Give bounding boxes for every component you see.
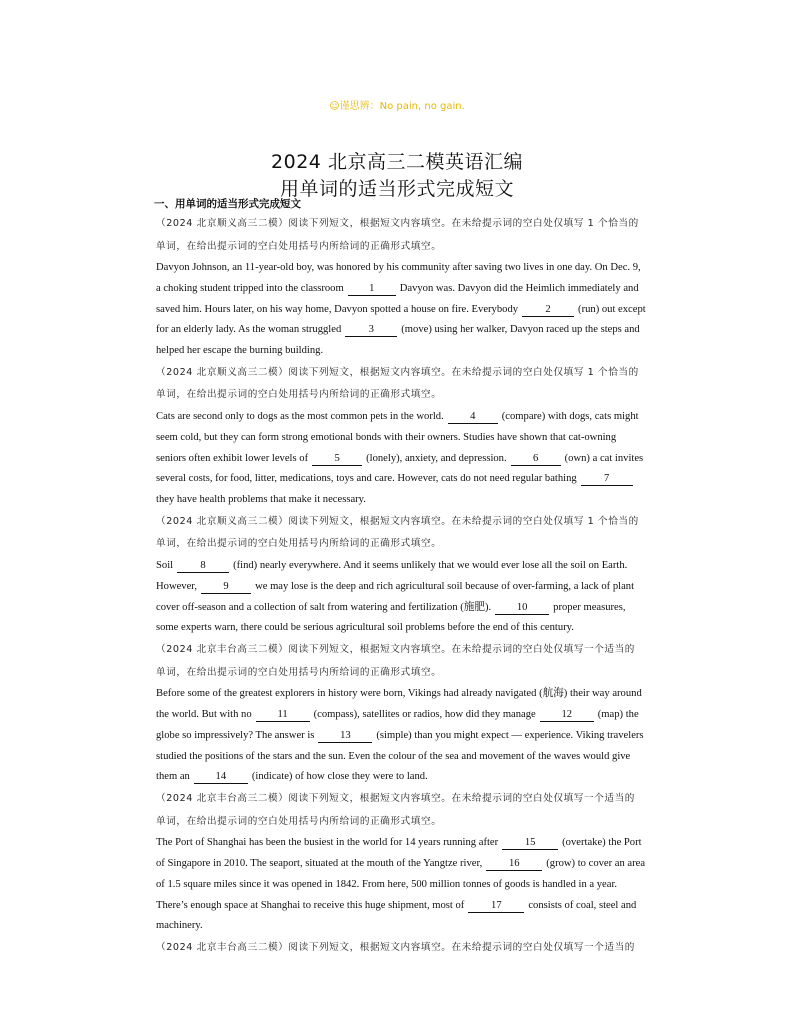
- passage-1: [156, 258, 716, 362]
- instructions-fengtai: [156, 937, 716, 960]
- text: of Singapore in 2010. The seaport, situated at the mouth of the Yangtze river,: [156, 857, 483, 869]
- passage-line: [156, 598, 716, 619]
- passage-line: they have health problems that make it necessary.: [156, 494, 366, 506]
- passage-line: [156, 767, 716, 788]
- text: (compare) with dogs, cats might: [501, 410, 639, 422]
- instruction-line: 单词，在给出提示词的空白处用括号内所给词的正确形式填空。: [156, 240, 442, 252]
- text: (compass), satellites or radios, how did they manage: [313, 708, 536, 720]
- passage-line: helped her escape the burning building.: [156, 345, 324, 357]
- blank-3[interactable]: 3: [345, 323, 397, 337]
- text: we may lose is the deep and rich agricultural soil because of over-farming, a lack of plant: [255, 580, 635, 592]
- text: cover off-season and a collection of salt from watering and fertilization (施肥).: [156, 601, 492, 613]
- blank-5[interactable]: 5: [312, 452, 362, 466]
- passage-2: [156, 407, 716, 511]
- text: However,: [156, 580, 198, 592]
- passage-line: [156, 726, 716, 747]
- text: saved him. Hours later, on his way home, Davyon spotted a house on fire. Everybody: [156, 303, 519, 315]
- passage-line: [156, 407, 716, 428]
- passage-line: [156, 896, 716, 917]
- blank-17[interactable]: 17: [468, 899, 524, 913]
- text: Davyon was. Davyon did the Heimlich immediately and: [399, 282, 639, 294]
- blank-10[interactable]: 10: [495, 601, 549, 615]
- instruction-line: 单词，在给出提示词的空白处用括号内所给词的正确形式填空。: [156, 666, 442, 678]
- instructions-shunyi: [156, 362, 716, 407]
- blank-15[interactable]: 15: [502, 836, 558, 850]
- blank-2[interactable]: 2: [522, 303, 574, 317]
- text: (own) a cat invites: [564, 452, 644, 464]
- blank-13[interactable]: 13: [318, 729, 372, 743]
- passage-line: [156, 556, 716, 577]
- text: proper measures,: [553, 601, 626, 613]
- document-subtitle: 用单词的适当形式完成短文: [279, 178, 514, 200]
- text: (grow) to cover an area: [546, 857, 646, 869]
- blank-7[interactable]: 7: [581, 472, 633, 486]
- blank-12[interactable]: 12: [540, 708, 594, 722]
- instruction-line: 单词，在给出提示词的空白处用括号内所给词的正确形式填空。: [156, 389, 442, 401]
- text: several costs, for food, litter, medications, toys and care. However, cats do not need regular bathing: [156, 473, 577, 485]
- passage-line: Davyon Johnson, an 11-year-old boy, was honored by his community after saving two lives in one day. On Dec. 9,: [156, 262, 641, 273]
- text: (run) out except: [578, 303, 646, 315]
- text: The Port of Shanghai has been the busiest in the world for 14 years running after: [156, 837, 499, 849]
- passage-4: [156, 684, 716, 788]
- instruction-line: （2024 北京顺义高三二模）阅读下列短文，根据短文内容填空。在未给提示词的空白处仅填写 1 个恰当的: [156, 515, 639, 527]
- text: for an elderly lady. As the woman struggled: [156, 324, 342, 336]
- passage-line: [156, 705, 716, 726]
- text: (move) using her walker, Davyon raced up the steps and: [401, 324, 640, 336]
- text: the world. But with no: [156, 708, 252, 720]
- text: a choking student tripped into the classroom: [156, 282, 344, 294]
- text: seniors often exhibit lower levels of: [156, 452, 309, 464]
- blank-6[interactable]: 6: [511, 452, 561, 466]
- text: globe so impressively? The answer is: [156, 729, 315, 741]
- text: (overtake) the Port: [562, 837, 642, 849]
- instruction-line: （2024 北京丰台高三二模）阅读下列短文，根据短文内容填空。在未给提示词的空白处仅填写一个适当的: [156, 942, 635, 954]
- blank-4[interactable]: 4: [448, 410, 498, 424]
- header-motto: ☺谨思辨：No pain, no gain.: [329, 101, 465, 112]
- passage-line: [156, 833, 716, 854]
- text: Soil: [156, 559, 174, 571]
- instruction-line: （2024 北京丰台高三二模）阅读下列短文，根据短文内容填空。在未给提示词的空白处仅填写一个适当的: [156, 644, 635, 656]
- text: There’s enough space at Shanghai to receive this huge shipment, most of: [156, 899, 465, 911]
- text: (simple) than you might expect — experience. Viking travelers: [376, 729, 644, 741]
- instruction-line: 单词，在给出提示词的空白处用括号内所给词的正确形式填空。: [156, 815, 442, 827]
- passage-line: [156, 449, 716, 470]
- passage-line: [156, 469, 716, 490]
- text: (find) nearly everywhere. And it seems unlikely that we would ever lose all the soil on Earth.: [233, 559, 628, 571]
- section-heading: 一、用单词的适当形式完成短文: [154, 198, 301, 210]
- document-body: [156, 196, 716, 960]
- instruction-line: （2024 北京顺义高三二模）阅读下列短文，根据短文内容填空。在未给提示词的空白处仅填写 1 个恰当的: [156, 366, 639, 378]
- passage-line: machinery.: [156, 920, 203, 932]
- blank-8[interactable]: 8: [177, 559, 229, 573]
- text: (lonely), anxiety, and depression.: [366, 452, 507, 464]
- passage-3: [156, 556, 716, 639]
- text: (map) the: [597, 708, 639, 720]
- instructions-shunyi: [156, 511, 716, 556]
- blank-14[interactable]: 14: [194, 770, 248, 784]
- blank-11[interactable]: 11: [256, 708, 310, 722]
- passage-line: seem cold, but they can form strong emotional bonds with their owners. Studies have shown that cat-owning: [156, 431, 617, 443]
- passage-line: [156, 854, 716, 875]
- passage-5: [156, 833, 716, 937]
- blank-16[interactable]: 16: [486, 857, 542, 871]
- passage-line: studied the positions of the stars and the sun. Even the colour of the sea and movement of the waves would give: [156, 750, 631, 762]
- blank-1[interactable]: 1: [348, 282, 396, 296]
- passage-line: of 1.5 square miles since it was opened in 1842. From here, 500 million tonnes of goods is handled in a year.: [156, 878, 618, 890]
- instruction-line: （2024 北京顺义高三二模）阅读下列短文，根据短文内容填空。在未给提示词的空白处仅填写 1 个恰当的: [156, 218, 639, 229]
- passage-line: [156, 320, 716, 341]
- instruction-line: （2024 北京丰台高三二模）阅读下列短文，根据短文内容填空。在未给提示词的空白处仅填写一个适当的: [156, 793, 635, 805]
- text: them an: [156, 771, 190, 783]
- passage-line: [156, 300, 716, 321]
- document-title: 2024 北京高三二模英语汇编: [271, 151, 523, 173]
- text: consists of coal, steel and: [528, 899, 637, 911]
- instructions-fengtai: [156, 788, 716, 833]
- instruction-line: 单词，在给出提示词的空白处用括号内所给词的正确形式填空。: [156, 538, 442, 550]
- text: (indicate) of how close they were to land.: [251, 771, 428, 783]
- passage-line: [156, 279, 716, 300]
- instructions-fengtai: [156, 639, 716, 684]
- passage-line: Before some of the greatest explorers in history were born, Vikings had already navigated (航海) their way around: [156, 688, 642, 700]
- instructions-shunyi: [156, 213, 716, 258]
- text: Cats are second only to dogs as the most common pets in the world.: [156, 410, 444, 422]
- passage-line: some experts warn, there could be serious agricultural soil problems before the end of this century.: [156, 622, 574, 634]
- blank-9[interactable]: 9: [201, 580, 251, 594]
- passage-line: [156, 577, 716, 598]
